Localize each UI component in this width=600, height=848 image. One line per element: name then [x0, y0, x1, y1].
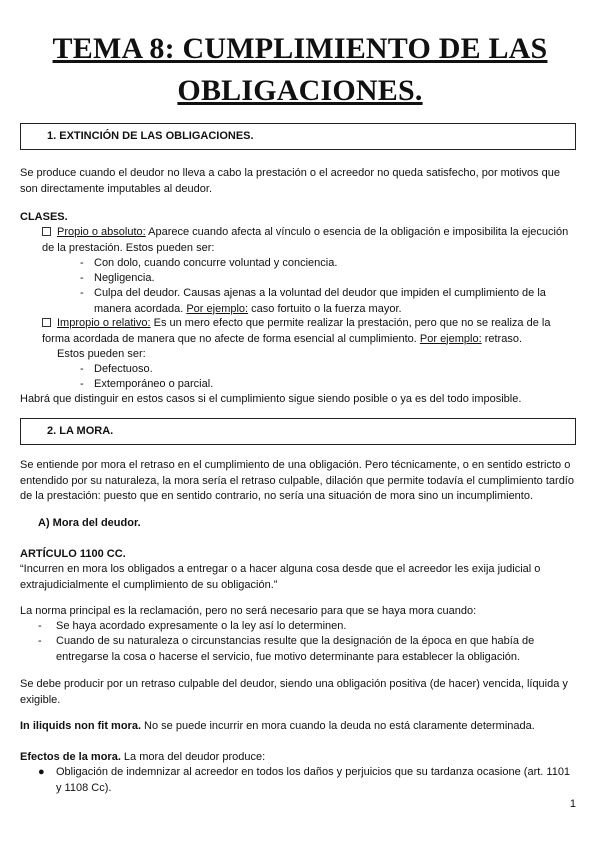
mora-deudor-subheading: A) Mora del deudor. — [38, 517, 141, 529]
impropio-paragraph — [42, 316, 576, 347]
page-number: 1 — [569, 798, 576, 810]
impropio-item-1: Defectuoso. — [94, 363, 153, 375]
page-title — [0, 28, 600, 112]
impropio-text-2: Estos pueden ser: — [57, 348, 146, 360]
dash-icon: - — [38, 620, 42, 632]
rule-item-1: Se haya acordado expresamente o la ley así lo determinen. — [56, 620, 347, 632]
culpable-paragraph: Se debe producir por un retraso culpable del deudor, siendo una obligación positiva (de hacer) vencida, líquida y exigible. — [20, 678, 568, 706]
propio-text: Aparece cuando afecta al vínculo o esencia de la obligación e imposibilita la ejecución de la prestación. Estos pueden ser: — [42, 226, 569, 254]
efectos-paragraph — [20, 750, 580, 766]
illiquids-label: In iliquids non fit mora. — [20, 720, 141, 732]
impropio-label: Impropio o relativo: — [57, 317, 151, 329]
section-2-intro: Se entiende por mora el retraso en el cumplimiento de una obligación. Pero técnicamente, o en sentido estricto o entendido por su naturaleza, la mora sería el retraso culpable, dilación que permite todavía el cumplimiento tardío de la prestación: puesto que en sentido contrario, no sería una situación de mora sino un incumplimiento. — [20, 459, 574, 502]
illiquids-text: No se puede incurrir en mora cuando la deuda no está claramente determinada. — [141, 720, 535, 732]
efectos-text: La mora del deudor produce: — [120, 751, 266, 763]
title-line-1: TEMA 8: CUMPLIMIENTO DE LAS — [52, 32, 548, 65]
culpa-example-label: Por ejemplo: — [186, 302, 249, 315]
propio-label: Propio o absoluto: — [57, 226, 146, 238]
section-1-heading: 1. EXTINCIÓN DE LAS OBLIGACIONES. — [20, 123, 576, 150]
efectos-item-1: Obligación de indemnizar al acreedor en todos los daños y perjuicios que su tardanza ocasione (art. 1101 y 1108 Cc). — [56, 766, 571, 794]
propio-item-3 — [94, 286, 574, 317]
propio-item-1: Con dolo, cuando concurre voluntad y conciencia. — [94, 257, 338, 269]
dash-icon: - — [38, 635, 42, 647]
title-line-2: OBLIGACIONES. — [177, 74, 423, 107]
impropio-text: Es un mero efecto que permite realizar la prestación, pero que no se realiza de la forma acordada de manera que no afecte de forma esencial al cumplimiento. — [42, 317, 551, 345]
propio-item-2: Negligencia. — [94, 272, 155, 284]
impropio-item-2: Extemporáneo o parcial. — [94, 378, 214, 390]
dash-icon: - — [80, 378, 84, 390]
dash-icon: - — [80, 272, 84, 284]
rule-item-2: Cuando de su naturaleza o circunstancias resulte que la designación de la época en que había de entregarse la cosa o hacerse el servicio, fue motivo determinante para establecer la obligación. — [56, 635, 535, 663]
article-quote: “Incurren en mora los obligados a entregar o a hacer alguna cosa desde que el acreedor les exija judicial o extrajudicialmente el cumplimiento de su obligación.” — [20, 563, 541, 591]
dash-icon: - — [80, 287, 84, 299]
culpa-text: Culpa del deudor. Causas ajenas a la voluntad del deudor que impiden el cumplimiento de la manera acordada. — [94, 287, 546, 315]
impropio-example-text: retraso. — [481, 332, 523, 345]
rule-intro: La norma principal es la reclamación, pero no será necesario para que se haya mora cuando: — [20, 605, 477, 617]
illiquids-paragraph — [20, 719, 580, 735]
dash-icon: - — [80, 363, 84, 375]
checkbox-icon — [42, 227, 51, 236]
bullet-icon: ● — [38, 766, 45, 778]
section-1-closing: Habrá que distinguir en estos casos si el cumplimiento sigue siendo posible o ya es del todo imposible. — [20, 393, 522, 405]
efectos-label: Efectos de la mora. — [20, 751, 121, 763]
article-label: ARTÍCULO 1100 CC. — [20, 548, 126, 560]
impropio-example-label: Por ejemplo: — [419, 332, 482, 345]
checkbox-icon — [42, 318, 51, 327]
culpa-example-text: caso fortuito o la fuerza mayor. — [248, 302, 402, 315]
propio-paragraph — [42, 225, 576, 256]
dash-icon: - — [80, 257, 84, 269]
section-2-heading: 2. LA MORA. — [20, 418, 576, 445]
section-1-intro: Se produce cuando el deudor no lleva a cabo la prestación o el acreedor no queda satisfecho, por motivos que son directamente imputables al deudor. — [20, 167, 560, 195]
clases-label: CLASES. — [20, 211, 68, 223]
